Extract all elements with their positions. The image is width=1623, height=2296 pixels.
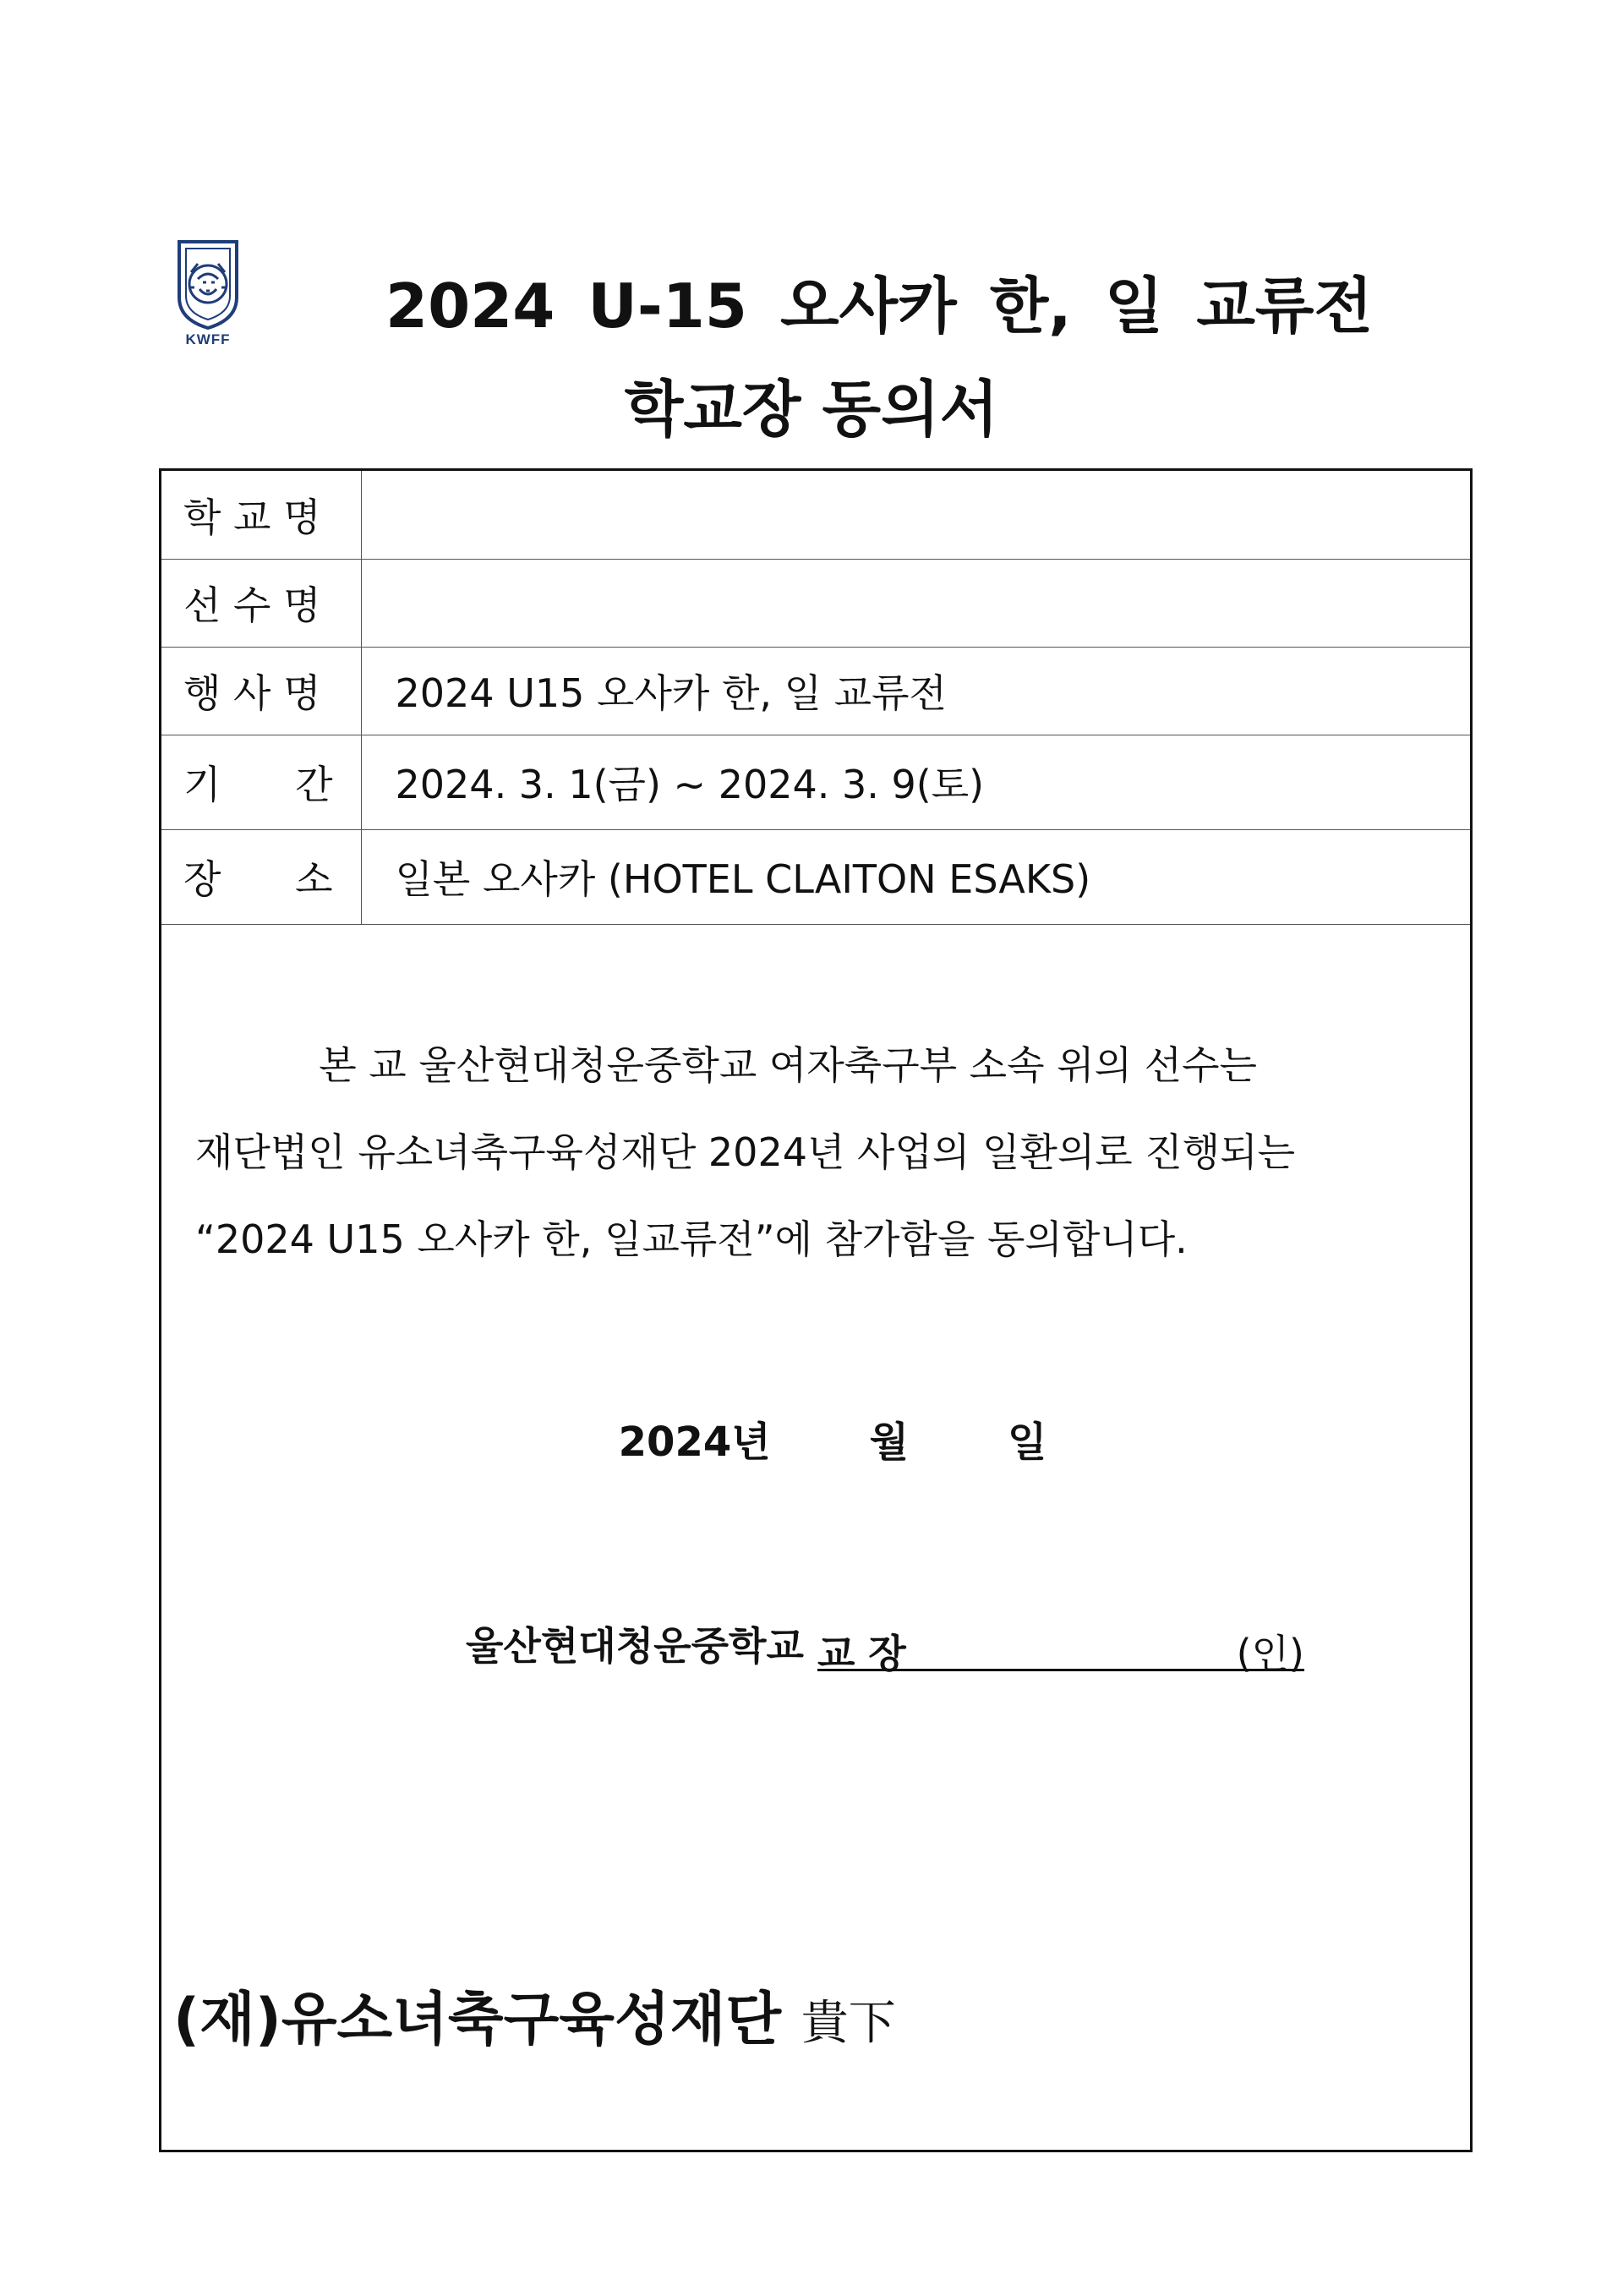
date-year: 2024년 (618, 1419, 771, 1466)
logo-text: KWFF (185, 331, 231, 347)
document-title: 2024 U-15 오사카 한, 일 교류전 (385, 271, 1374, 342)
table-row-venue (161, 829, 1470, 924)
signature-school: 울산현대청운중학교 (466, 1623, 804, 1669)
document-subtitle: 학교장 동의서 (624, 374, 999, 445)
signature-field[interactable] (817, 1623, 1304, 1676)
period-label: 기 간 (161, 735, 361, 829)
event-name-label: 행 사 명 (161, 647, 361, 735)
date-line (161, 1409, 1470, 1468)
table-row-player (161, 559, 1470, 647)
venue-value: 일본 오사카 (HOTEL CLAITON ESAKS) (361, 829, 1470, 924)
consent-statement (195, 1022, 1446, 1283)
consent-line-3: “2024 U15 오사카 한, 일교류전”에 참가함을 동의합니다. (195, 1216, 1188, 1262)
recipient-suffix: 貴下 (801, 1996, 896, 2051)
school-name-label: 학 교 명 (161, 471, 361, 559)
date-month: 월 (869, 1419, 909, 1466)
signature-role: 교 장 (817, 1631, 906, 1676)
period-value: 2024. 3. 1(금) ~ 2024. 3. 9(토) (361, 735, 1470, 829)
venue-label: 장 소 (161, 829, 361, 924)
player-name-label: 선 수 명 (161, 559, 361, 647)
consent-form-frame (159, 468, 1473, 2152)
table-row-school (161, 471, 1470, 559)
recipient-name: (재)유소녀축구육성재단 (173, 1987, 782, 2053)
table-row-period (161, 735, 1470, 829)
recipient (173, 1974, 896, 2056)
consent-line-1: 본 교 울산현대청운중학교 여자축구부 소속 위의 선수는 (195, 1042, 1257, 1088)
info-table (161, 471, 1470, 925)
player-name-value[interactable] (361, 559, 1470, 647)
seal-mark: (인) (1236, 1631, 1304, 1676)
date-day: 일 (1007, 1419, 1047, 1466)
school-name-value[interactable] (361, 471, 1470, 559)
table-row-event (161, 647, 1470, 735)
signature-line (466, 1615, 1304, 1676)
event-name-value: 2024 U15 오사카 한, 일 교류전 (361, 647, 1470, 735)
consent-line-2: 재단법인 유소녀축구육성재단 2024년 사업의 일환의로 진행되는 (195, 1129, 1296, 1175)
